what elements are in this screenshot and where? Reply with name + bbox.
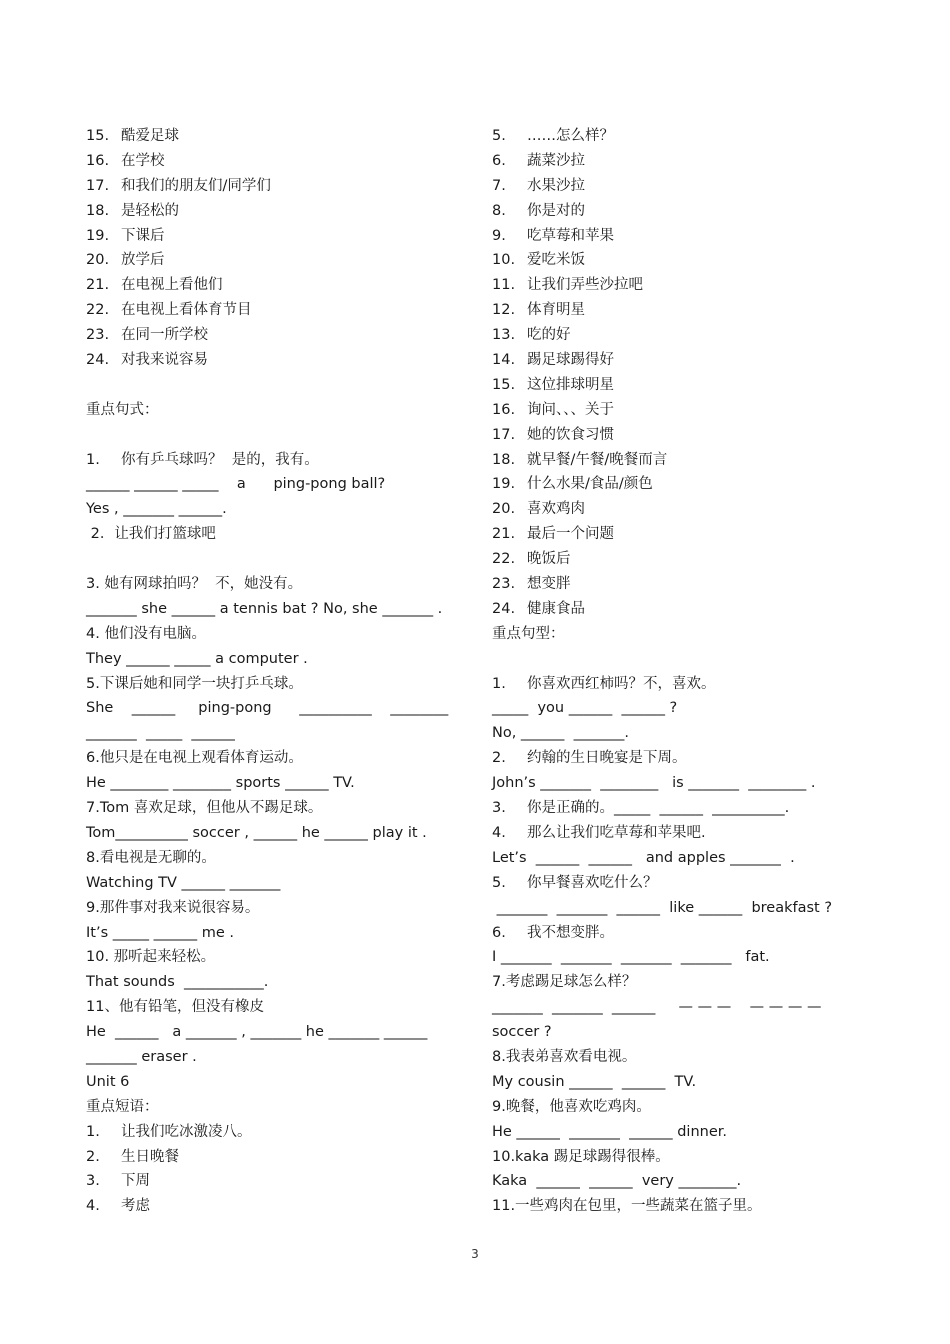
- sentence-11-en-cont: _______ eraser .: [86, 1048, 197, 1065]
- item-number: 17.: [86, 177, 110, 194]
- phrase-list-right: [492, 124, 872, 622]
- item-text: 最后一个问题: [527, 526, 614, 543]
- item-number: 24.: [492, 600, 516, 617]
- sentence-text: 你有乒乓球吗？ 是的，我有。: [121, 451, 319, 468]
- sentence-10-cn: 10. 那听起来轻松。: [86, 949, 216, 966]
- list-item: [492, 448, 872, 473]
- item-number: 21.: [86, 277, 110, 294]
- item-text: 想变胖: [527, 576, 571, 593]
- item-text: 体育明星: [527, 302, 585, 319]
- list-item: [492, 323, 872, 348]
- question-2-en: John’s _______ ________ is _______ ________ .: [492, 775, 816, 792]
- item-text: 蔬菜沙拉: [527, 152, 585, 169]
- question-4-cn: [492, 821, 872, 846]
- list-item: [492, 149, 872, 174]
- phrase-heading: 重点短语：: [86, 1098, 159, 1115]
- item-number: 20.: [492, 501, 516, 518]
- sentence-4-en: They ______ _____ a computer .: [86, 650, 308, 667]
- question-number: 5.: [492, 874, 506, 891]
- item-text: 晚饭后: [527, 551, 571, 568]
- list-item: [492, 597, 872, 622]
- item-number: 13.: [492, 327, 516, 344]
- sentence-6-en: He ________ ________ sports ______ TV.: [86, 775, 355, 792]
- item-number: 21.: [492, 526, 516, 543]
- item-number: 15.: [86, 128, 110, 144]
- item-text: 让我们吃冰激凌八。: [121, 1123, 252, 1140]
- question-number: 4.: [492, 824, 506, 841]
- item-text: 这位排球明星: [527, 376, 614, 393]
- question-9-cn: 9.晚餐，他喜欢吃鸡肉。: [492, 1098, 651, 1115]
- list-item: [492, 472, 872, 497]
- item-text: 吃草莓和苹果: [527, 227, 614, 244]
- item-number: 1.: [86, 1123, 100, 1140]
- question-5-en: _______ _______ ______ like ______ breakfast ?: [492, 899, 833, 916]
- list-item: [86, 1194, 466, 1219]
- list-item: [86, 248, 466, 273]
- item-text: 生日晚餐: [121, 1148, 179, 1165]
- sentence-10-en: That sounds ___________.: [86, 974, 269, 991]
- list-item: [492, 248, 872, 273]
- sentence-heading-right: 重点句型：: [492, 625, 565, 642]
- item-number: 12.: [492, 302, 516, 319]
- question-text: 我不想变胖。: [527, 924, 614, 941]
- item-text: 在同一所学校: [121, 327, 208, 344]
- left-column: [86, 124, 466, 1219]
- item-number: 9.: [492, 227, 506, 244]
- unit-title: Unit 6: [86, 1073, 130, 1090]
- sentence-1-cn: [86, 448, 466, 473]
- item-text: 下课后: [121, 227, 165, 244]
- list-item: [492, 199, 872, 224]
- sentence-11-en: He ______ a _______ , _______ he _______ ______: [86, 1024, 428, 1041]
- item-number: 18.: [86, 202, 110, 219]
- sentence-5-en-cont: _______ _____ ______: [86, 725, 235, 742]
- question-10-en: Kaka ______ ______ very ________.: [492, 1173, 742, 1190]
- list-item: [86, 1145, 466, 1170]
- question-10-cn: 10.kaka 踢足球踢得很棒。: [492, 1148, 670, 1165]
- sentence-5-cn: 5.下课后她和同学一块打乒乓球。: [86, 675, 303, 692]
- item-number: 10.: [492, 252, 516, 269]
- list-item: [86, 174, 466, 199]
- question-number: 1.: [492, 675, 506, 692]
- question-7-cn: 7.考虑踢足球怎么样？: [492, 974, 637, 991]
- list-item: [86, 348, 466, 373]
- sentence-heading: 重点句式：: [86, 401, 159, 418]
- question-1-en: _____ you ______ ______ ?: [492, 700, 678, 717]
- list-item: [492, 423, 872, 448]
- item-number: 14.: [492, 352, 516, 369]
- item-text: 就早餐/午餐/晚餐而言: [527, 451, 668, 468]
- question-3-cn: [492, 796, 872, 821]
- item-text: 是轻松的: [121, 202, 179, 219]
- sentence-7-cn: 7.Tom 喜欢足球，但他从不踢足球。: [86, 800, 323, 817]
- item-number: 4.: [86, 1198, 100, 1215]
- question-text: 约翰的生日晚宴是下周。: [527, 750, 687, 767]
- item-text: 在学校: [121, 152, 165, 169]
- item-number: 6.: [492, 152, 506, 169]
- list-item: [492, 572, 872, 597]
- list-item: [492, 348, 872, 373]
- item-text: 健康食品: [527, 600, 585, 617]
- sentence-7-en: Tom__________ soccer , ______ he ______ play it .: [86, 824, 427, 841]
- item-text: 和我们的朋友们/同学们: [121, 177, 271, 194]
- list-item: [492, 174, 872, 199]
- sentence-3-en: _______ she ______ a tennis bat ? No, she _______ .: [86, 600, 443, 617]
- item-number: 5.: [492, 128, 506, 144]
- phrase-list-continued: [86, 124, 466, 373]
- item-text: 放学后: [121, 252, 165, 269]
- sentence-6-cn: 6.他只是在电视上观看体育运动。: [86, 750, 303, 767]
- item-text: 下周: [121, 1173, 150, 1190]
- item-text: 让我们弄些沙拉吧: [527, 277, 643, 294]
- list-item: [492, 522, 872, 547]
- question-text: 那么让我们吃草莓和苹果吧.: [527, 824, 706, 841]
- item-text: 踢足球踢得好: [527, 352, 614, 369]
- list-item: [86, 124, 466, 149]
- item-text: 考虑: [121, 1198, 150, 1215]
- item-text: 酷爱足球: [121, 128, 179, 144]
- sentence-11-cn: 11、他有铅笔，但没有橡皮: [86, 999, 264, 1016]
- item-number: 19.: [86, 227, 110, 244]
- item-text: 爱吃米饭: [527, 252, 585, 269]
- sentence-8-en: Watching TV ______ _______: [86, 874, 281, 891]
- list-item: [86, 1169, 466, 1194]
- item-number: 16.: [492, 401, 516, 418]
- item-number: 20.: [86, 252, 110, 269]
- list-item: [86, 273, 466, 298]
- item-number: 2.: [86, 1148, 100, 1165]
- question-number: 3.: [492, 800, 506, 817]
- item-text: 什么水果/食品/颜色: [527, 476, 653, 493]
- question-text: 你早餐喜欢吃什么？: [527, 874, 658, 891]
- item-number: 3.: [86, 1173, 100, 1190]
- question-6-cn: [492, 921, 872, 946]
- sentence-2-cn: 2．让我们打篮球吧: [86, 526, 216, 543]
- sentence-1-answer: Yes , _______ ______.: [86, 501, 227, 518]
- item-text: 喜欢鸡肉: [527, 501, 585, 518]
- page-number: 3: [471, 1247, 479, 1261]
- question-8-cn: 8.我表弟喜欢看电视。: [492, 1048, 637, 1065]
- item-number: 18.: [492, 451, 516, 468]
- question-4-en: Let’s ______ ______ and apples _______ .: [492, 849, 795, 866]
- item-text: 对我来说容易: [121, 352, 208, 369]
- list-item: [492, 373, 872, 398]
- phrase-list-unit6: [86, 1120, 466, 1220]
- item-number: 17.: [492, 426, 516, 443]
- list-item: [492, 298, 872, 323]
- item-number: 8.: [492, 202, 506, 219]
- question-11-cn: 11.一些鸡肉在包里，一些蔬菜在篮子里。: [492, 1198, 762, 1215]
- list-item: [492, 497, 872, 522]
- item-text: 询问、、、关于: [527, 401, 614, 418]
- question-8-en: My cousin ______ ______ TV.: [492, 1073, 697, 1090]
- item-number: 23.: [492, 576, 516, 593]
- item-text: 水果沙拉: [527, 177, 585, 194]
- question-text: 你喜欢西红柿吗？不，喜欢。: [527, 675, 716, 692]
- question-7-en-cont: soccer ?: [492, 1024, 552, 1041]
- item-number: 11.: [492, 277, 516, 294]
- item-text: 在电视上看他们: [121, 277, 223, 294]
- item-text: 你是对的: [527, 202, 585, 219]
- question-1-answer: No, ______ _______.: [492, 725, 630, 742]
- list-item: [86, 149, 466, 174]
- list-item: [86, 323, 466, 348]
- question-2-cn: [492, 746, 872, 771]
- item-text: 她的饮食习惯: [527, 426, 614, 443]
- sentence-number: 1.: [86, 451, 100, 468]
- list-item: [86, 224, 466, 249]
- list-item: [86, 298, 466, 323]
- question-1-cn: [492, 672, 872, 697]
- item-number: 23.: [86, 327, 110, 344]
- item-text: 在电视上看体育节目: [121, 302, 252, 319]
- question-number: 6.: [492, 924, 506, 941]
- sentence-5-en: She ______ ping-pong __________ ________: [86, 700, 449, 717]
- question-text: 你是正确的。_____ ______ __________.: [527, 800, 790, 817]
- list-item: [492, 124, 872, 149]
- list-item: [86, 199, 466, 224]
- item-number: 22.: [492, 551, 516, 568]
- item-text: ……怎么样？: [527, 128, 614, 144]
- right-column: [492, 124, 872, 1219]
- question-9-en: He ______ _______ ______ dinner.: [492, 1123, 728, 1140]
- question-7-en: _______ _______ ______ — — — — — — —: [492, 999, 822, 1016]
- list-item: [492, 547, 872, 572]
- sentence-9-cn: 9.那件事对我来说很容易。: [86, 899, 260, 916]
- question-number: 2.: [492, 750, 506, 767]
- item-number: 16.: [86, 152, 110, 169]
- sentence-4-cn: 4. 他们没有电脑。: [86, 625, 206, 642]
- item-number: 24.: [86, 352, 110, 369]
- list-item: [492, 273, 872, 298]
- sentence-8-cn: 8.看电视是无聊的。: [86, 849, 216, 866]
- item-text: 吃的好: [527, 327, 571, 344]
- list-item: [492, 224, 872, 249]
- sentence-9-en: It’s _____ ______ me .: [86, 924, 234, 941]
- item-number: 22.: [86, 302, 110, 319]
- sentence-3-cn: 3. 她有网球拍吗？ 不，她没有。: [86, 576, 303, 593]
- question-5-cn: [492, 871, 872, 896]
- list-item: [492, 398, 872, 423]
- item-number: 15.: [492, 376, 516, 393]
- list-item: [86, 1120, 466, 1145]
- item-number: 7.: [492, 177, 506, 194]
- question-6-en: I _______ _______ _______ _______ fat.: [492, 949, 770, 966]
- sentence-1-en: ______ ______ _____ a ping-pong ball?: [86, 476, 386, 493]
- item-number: 19.: [492, 476, 516, 493]
